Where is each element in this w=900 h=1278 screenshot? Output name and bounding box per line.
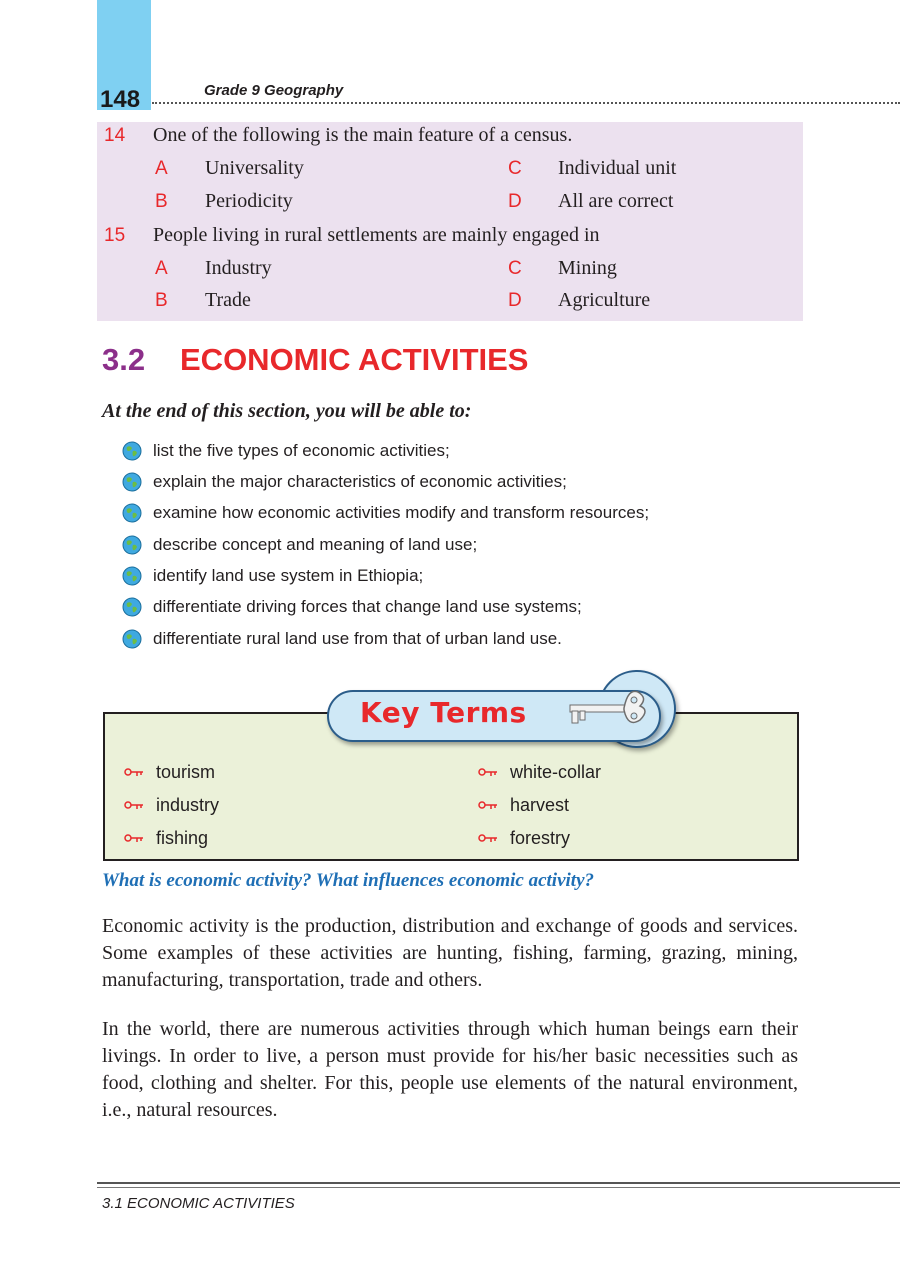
option-letter: C	[508, 258, 522, 279]
objective-item	[122, 626, 562, 652]
globe-icon	[122, 597, 142, 617]
key-term-text: industry	[156, 794, 220, 815]
key-term-text: harvest	[510, 794, 570, 815]
key-term	[124, 760, 215, 784]
key-term	[124, 826, 208, 850]
option-text: All are correct	[558, 190, 674, 212]
objective-text: differentiate driving forces that change land use systems;	[153, 597, 582, 616]
option-letter: D	[508, 191, 522, 212]
question-number: 14	[104, 125, 126, 146]
footer-divider	[97, 1182, 900, 1184]
book-title: Grade 9 Geography	[204, 82, 344, 99]
objective-text: list the five types of economic activities;	[153, 441, 450, 460]
page-number: 148	[100, 86, 141, 113]
quiz-panel	[97, 122, 803, 321]
paragraph: In the world, there are numerous activities through which human beings earn their livings. In order to live, a person must provide for his/her basic necessities such as food, clothing and shelter. For this, people use elements of the natural environment, i.e., natural resources.	[102, 1018, 798, 1121]
objectives-intro: At the end of this section, you will be able to:	[102, 400, 472, 422]
question-number: 15	[104, 225, 126, 246]
key-term	[478, 760, 601, 784]
key-icon	[124, 832, 144, 844]
objective-text: differentiate rural land use from that of urban land use.	[153, 629, 562, 648]
objective-text: describe concept and meaning of land use;	[153, 535, 478, 554]
option-text: Mining	[558, 257, 617, 279]
globe-icon	[122, 535, 142, 555]
objective-text: identify land use system in Ethiopia;	[153, 566, 424, 585]
objective-text: explain the major characteristics of economic activities;	[153, 472, 567, 491]
option-text: Universality	[205, 157, 304, 179]
section-number: 3.2	[102, 342, 146, 377]
section-title: ECONOMIC ACTIVITIES	[180, 342, 529, 377]
key-icon	[124, 799, 144, 811]
globe-icon	[122, 472, 142, 492]
option-text: Trade	[205, 289, 251, 311]
key-term-text: white-collar	[510, 761, 602, 782]
key-term-text: forestry	[510, 827, 571, 848]
key-term	[478, 793, 569, 817]
key-icon	[124, 766, 144, 778]
option-letter: A	[155, 158, 168, 179]
option-text: Agriculture	[558, 289, 651, 311]
option-letter: C	[508, 158, 522, 179]
key-icon	[566, 678, 666, 738]
key-icon	[478, 832, 498, 844]
key-terms-title: Key Terms	[360, 696, 527, 729]
focus-question: What is economic activity? What influences economic activity?	[102, 870, 595, 891]
option-letter: D	[508, 290, 522, 311]
objective-item	[122, 469, 567, 495]
option-letter: A	[155, 258, 168, 279]
key-term	[124, 793, 219, 817]
objective-item	[122, 500, 649, 526]
key-term-text: tourism	[156, 761, 216, 782]
objective-text: examine how economic activities modify and transform resources;	[153, 503, 650, 522]
key-icon	[478, 799, 498, 811]
globe-icon	[122, 566, 142, 586]
option-text: Industry	[205, 257, 272, 279]
key-term-text: fishing	[156, 827, 209, 848]
objective-item	[122, 438, 450, 464]
globe-icon	[122, 629, 142, 649]
option-letter: B	[155, 191, 168, 212]
globe-icon	[122, 503, 142, 523]
key-icon	[478, 766, 498, 778]
option-text: Individual unit	[558, 157, 677, 179]
running-footer: 3.1 ECONOMIC ACTIVITIES	[102, 1195, 295, 1212]
globe-icon	[122, 441, 142, 461]
paragraph: Economic activity is the production, distribution and exchange of goods and services. Some examples of these activities are hunting, fishing, farming, grazing, mining, manufacturing, transportation, trade and others.	[102, 915, 798, 991]
key-term	[478, 826, 570, 850]
header-divider	[152, 102, 900, 104]
objective-item	[122, 532, 477, 558]
footer-divider	[97, 1187, 900, 1188]
option-letter: B	[155, 290, 168, 311]
option-text: Periodicity	[205, 190, 293, 212]
question-text: One of the following is the main feature of a census.	[153, 124, 573, 146]
objective-item	[122, 563, 423, 589]
objective-item	[122, 594, 582, 620]
question-text: People living in rural settlements are mainly engaged in	[153, 224, 600, 246]
